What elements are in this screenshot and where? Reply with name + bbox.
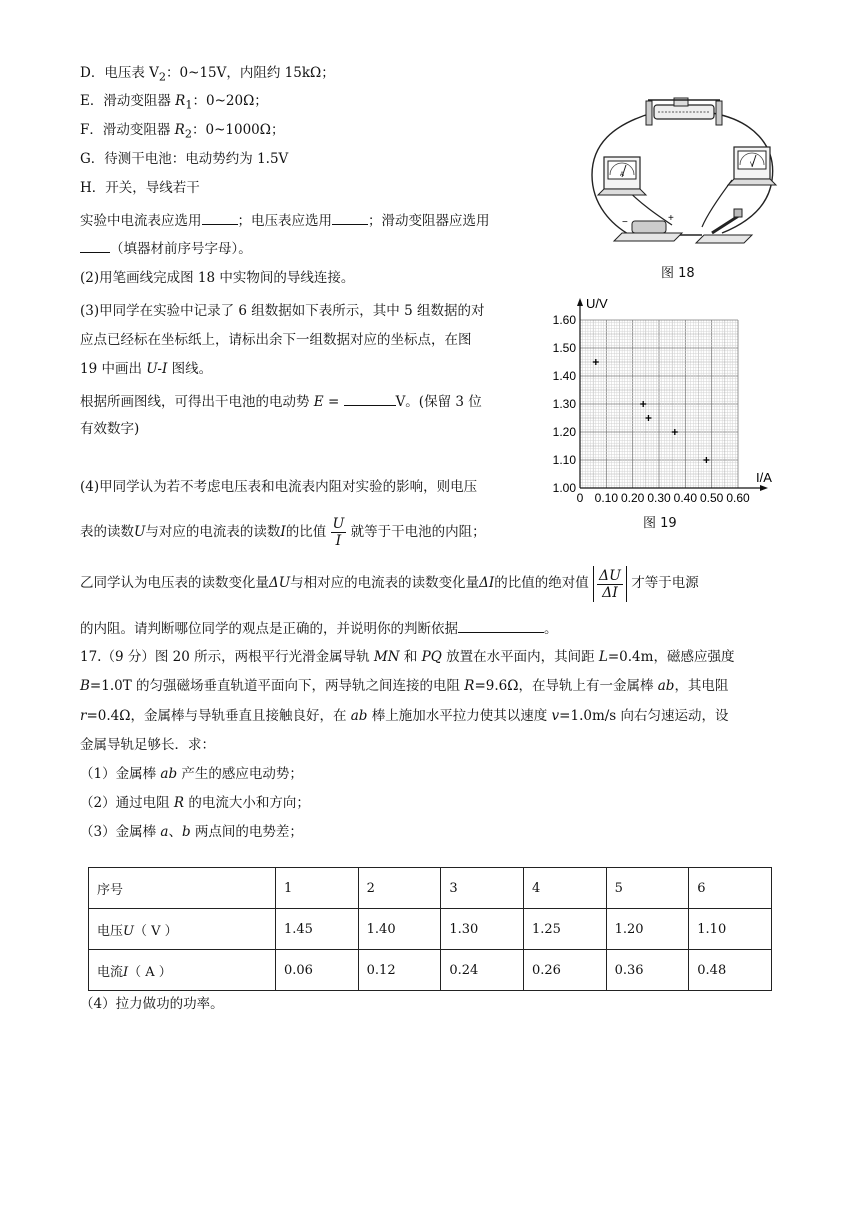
table-header-cell: 5 (606, 868, 689, 909)
x-tick-label: 0.40 (673, 491, 698, 505)
table-header-cell: 6 (689, 868, 772, 909)
table-cell: 0.26 (523, 950, 606, 991)
x-tick-label: 0.10 (594, 491, 619, 505)
y-tick-label: 1.20 (552, 425, 576, 439)
table-row (89, 868, 772, 909)
voltmeter-icon (728, 147, 776, 185)
q4-line2: 表的读数U与对应的电流表的读数I的比值 $\frac{U}{I}$ 就等于干电池的内阻； (80, 516, 486, 549)
table-row (89, 909, 772, 950)
option-g: G．待测干电池：电动势约为 1.5V (80, 151, 289, 167)
x-tick-label: 0 (576, 491, 584, 505)
table-header-cell: 3 (441, 868, 524, 909)
figure-19-caption: 图 19 (643, 516, 677, 531)
table-cell: 1.20 (606, 909, 689, 950)
q1-line2: （填器材前序号字母）。 (80, 238, 252, 259)
q17-line2: B=1.0T 的匀强磁场垂直轨道平面向下，两导轨之间连接的电阻 R=9.6Ω，在导轨上有一金属棒 ab，其电阻 (80, 678, 729, 694)
x-tick-label: 0.30 (647, 491, 671, 505)
q4-line1: (4)甲同学认为若不考虑电压表和电流表内阻对实验的影响，则电压 (80, 479, 478, 495)
x-tick-label: 0.60 (726, 491, 750, 505)
q17-sub4: （4）拉力做功的功率。 (80, 996, 224, 1012)
data-point (645, 415, 651, 421)
table-cell: 0.24 (441, 950, 524, 991)
q3-line4: 根据所画图线，可得出干电池的电动势 E = V。(保留 3 位 (80, 391, 482, 412)
q1-blank-ammeter[interactable] (202, 210, 238, 225)
y-tick-label: 1.30 (552, 397, 576, 411)
switch-icon (696, 209, 752, 243)
figure-19-chart (538, 296, 784, 508)
figure-18-apparatus (582, 95, 782, 255)
q3-line3: 19 中画出 U-I 图线。 (80, 361, 213, 377)
table-cell: 1.45 (276, 909, 359, 950)
q4-line4: 的内阻。请判断哪位同学的观点是正确的，并说明你的判断依据 。 (80, 618, 558, 639)
table-header-cell: 2 (358, 868, 441, 909)
option-f: F．滑动变阻器 $R_2$：0~1000Ω； (80, 122, 285, 141)
q4-blank-reason[interactable] (458, 618, 544, 633)
y-tick-label: 1.60 (552, 313, 576, 327)
data-point (703, 457, 709, 463)
x-axis-label: I/A (756, 470, 772, 485)
q17-sub1: （1）金属棒 ab 产生的感应电动势； (80, 766, 303, 782)
y-tick-label: 1.40 (552, 369, 576, 383)
table-header-cell: 1 (276, 868, 359, 909)
x-tick-label: 0.50 (699, 491, 724, 505)
table-cell: 1.25 (523, 909, 606, 950)
svg-text:+: + (668, 213, 674, 224)
rheostat-icon (646, 98, 722, 125)
q3-blank-emf[interactable] (344, 391, 396, 406)
ammeter-icon (598, 157, 646, 195)
table-header-cell: 4 (523, 868, 606, 909)
svg-text:V: V (749, 162, 755, 168)
option-d: D．电压表 $V_2$：0~15V，内阻约 15kΩ； (80, 65, 335, 84)
q1-line: 实验中电流表应选用 ；电压表应选用 ；滑动变阻器应选用 (80, 210, 490, 231)
table-cell: 0.12 (358, 950, 441, 991)
table-cell: 0.36 (606, 950, 689, 991)
q3-line5: 有效数字) (80, 421, 140, 437)
q17-line1: 17.（9 分）图 20 所示，两根平行光滑金属导轨 MN 和 PQ 放置在水平面内，其间距 L=0.4m，磁感应强度 (80, 649, 735, 665)
table-cell: 0.48 (689, 950, 772, 991)
table-cell: 0.06 (276, 950, 359, 991)
svg-text:−: − (622, 217, 628, 228)
table-cell: 1.30 (441, 909, 524, 950)
q1-blank-rheostat[interactable] (80, 238, 110, 253)
table-cell: 1.10 (689, 909, 772, 950)
abs-fraction-du-di: $\frac{\Delta U}{\Delta I}$ (593, 566, 627, 602)
y-axis-label: U/V (586, 296, 608, 311)
data-table (88, 867, 772, 991)
fraction-u-over-i: $\frac{U}{I}$ (332, 516, 345, 549)
data-point (593, 359, 599, 365)
y-tick-label: 1.50 (552, 341, 576, 355)
option-h: H．开关，导线若干 (80, 180, 200, 196)
q3-line1: (3)甲同学在实验中记录了 6 组数据如下表所示，其中 5 组数据的对 (80, 303, 485, 319)
q17-sub3: （3）金属棒 a、b 两点间的电势差； (80, 824, 303, 840)
x-tick-label: 0.20 (620, 491, 645, 505)
x-axis-arrow (760, 485, 768, 491)
data-point (640, 401, 646, 407)
option-e: E．滑动变阻器 $R_1$：0~20Ω； (80, 93, 268, 112)
q3-line2: 应点已经标在坐标纸上，请标出余下一组数据对应的坐标点，在图 (80, 332, 472, 348)
data-point (672, 429, 678, 435)
table-header-cell: 序号 (89, 868, 276, 909)
table-row (89, 950, 772, 991)
q17-sub2: （2）通过电阻 R 的电流大小和方向； (80, 795, 310, 811)
y-axis-arrow (577, 298, 583, 306)
figure-18-caption: 图 18 (661, 266, 695, 281)
battery-icon (614, 213, 682, 241)
q17-line3: r=0.4Ω，金属棒与导轨垂直且接触良好，在 ab 棒上施加水平拉力使其以速度 v=1.0m/s 向右匀速运动，设 (80, 708, 729, 724)
q4-line3: 乙同学认为电压表的读数变化量ΔU与相对应的电流表的读数变化量ΔI的比值的绝对值 $\frac{\Delta U}{\Delta I}$ 才等于电源 (80, 567, 699, 601)
table-row-label: 电流I（ A ） (89, 950, 276, 991)
q2-text: (2)用笔画线完成图 18 中实物间的导线连接。 (80, 270, 355, 286)
q17-line4: 金属导轨足够长．求： (80, 737, 215, 753)
table-cell: 1.40 (358, 909, 441, 950)
q1-blank-voltmeter[interactable] (332, 210, 368, 225)
svg-text:A: A (619, 172, 625, 178)
table-row-label: 电压U（ V ） (89, 909, 276, 950)
y-tick-label: 1.00 (552, 481, 576, 495)
y-tick-label: 1.10 (552, 453, 576, 467)
